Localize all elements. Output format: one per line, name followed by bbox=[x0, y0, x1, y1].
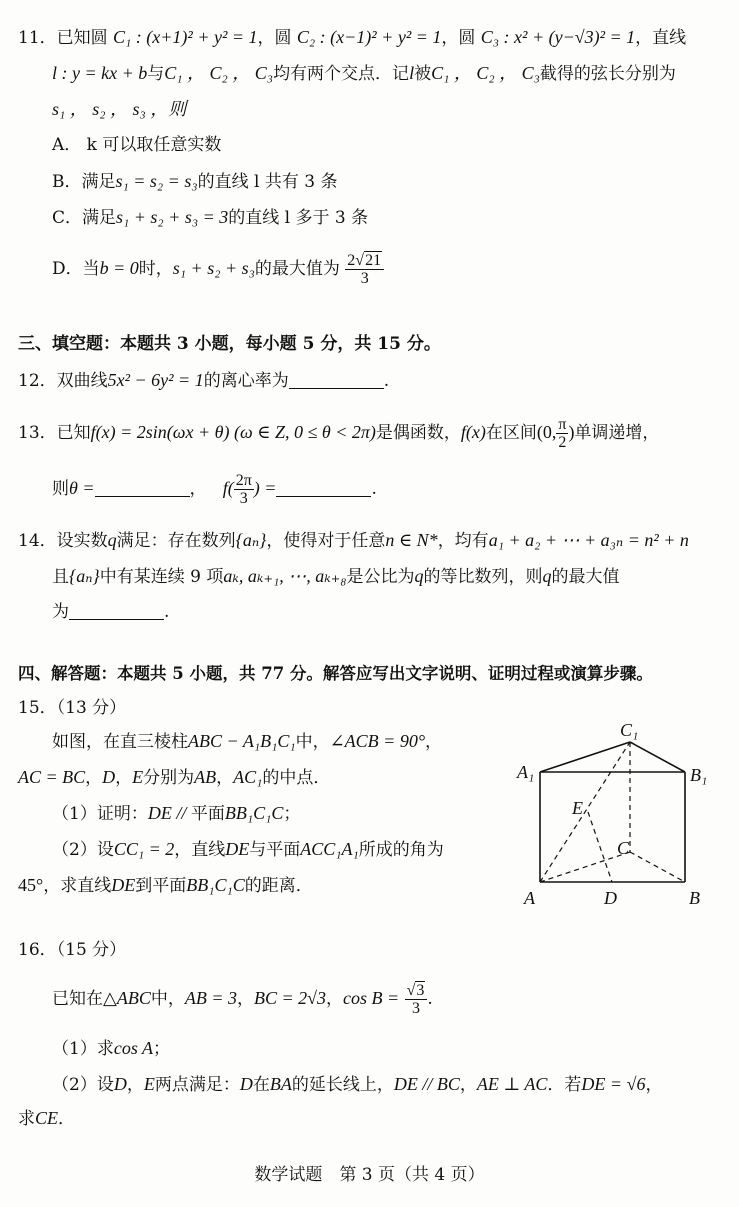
section-4-heading: 四、解答题：本题共 5 小题，共 77 分。解答应写出文字说明、证明过程或演算步骤。 bbox=[18, 664, 653, 683]
q11-circle-c1: C₁ : (x+1)² + y² = 1 bbox=[113, 27, 258, 47]
radicand: 21 bbox=[365, 252, 382, 269]
q11-line1: 11．已知圆 C₁ : (x+1)² + y² = 1，圆 C₂ : (x−1)² + y² = 1，圆 C₃ : x² + (y−√3)² = 1，直线 bbox=[18, 27, 687, 48]
q12: 12．双曲线5x² − 6y² = 1的离心率为 . bbox=[18, 370, 390, 391]
edge-c1-b1 bbox=[630, 742, 685, 772]
q16-part2-cont: 求CE． bbox=[18, 1108, 76, 1129]
q15-part2: （2）设CC₁ = 2，直线DE与平面ACC₁A₁所成的角为 bbox=[52, 839, 444, 860]
q11-circle-c3: C₃ : x² + (y−√3)² = 1 bbox=[480, 27, 636, 47]
q11-line2: l : y = kx + b与C₁ ， C₂ ， C₃均有两个交点．记l被C₁ ， C₂ ， C₃截得的弦长分别为 bbox=[52, 63, 676, 84]
label-c1: C₁ bbox=[620, 720, 639, 740]
q11-option-b: B．满足s₁ = s₂ = s₃的直线 l 共有 3 条 bbox=[52, 171, 338, 192]
q13-theta-blank[interactable] bbox=[95, 478, 190, 497]
q16-part1: （1）求cos A； bbox=[52, 1038, 170, 1059]
q15-heading: 15．（13 分） bbox=[18, 698, 127, 718]
q16-heading: 16．（15 分） bbox=[18, 940, 127, 960]
segment-d-e bbox=[588, 812, 612, 882]
label-b: B bbox=[689, 888, 700, 908]
edge-a1-c1 bbox=[540, 742, 630, 772]
q14-answer-blank[interactable] bbox=[69, 601, 164, 620]
q11-option-d-fraction: $\frac{2√21}{3}$ bbox=[345, 252, 384, 287]
label-e: E bbox=[572, 798, 583, 818]
q11-option-d: D．当b = 0时，s₁ + s₂ + s₃的最大值为 $\frac{2√21}{3}$ bbox=[52, 246, 384, 291]
radicand: 3 bbox=[416, 982, 425, 999]
q15-part2-cont: 45°，求直线DE到平面BB₁C₁C的距离． bbox=[18, 875, 313, 896]
q13-line1: 13．已知f(x) = 2sin(ωx + θ) (ω ∈ Z, 0 ≤ θ < 2π)是偶函数，f(x)在区间(0, $\frac{\pi}{2}$ )单调递增， bbox=[18, 416, 660, 451]
q15-part1: （1）证明：DE // 平面BB₁C₁C； bbox=[52, 803, 301, 824]
q15-line1: 如图，在直三棱柱ABC − A₁B₁C₁中，∠ACB = 90°， bbox=[52, 731, 443, 752]
label-a1: A₁ bbox=[517, 762, 535, 782]
q13-f-blank[interactable] bbox=[276, 478, 371, 497]
q14-line2: 且{aₙ}中有某连续 9 项aₖ, aₖ₊₁, ⋯, aₖ₊₈是公比为q的等比数列，则q的最大值 bbox=[52, 566, 620, 587]
label-d: D bbox=[604, 888, 617, 908]
q11-line3: s₁ ， s₂ ， s₃ ，则 bbox=[52, 99, 187, 119]
q14-line3: 为 . bbox=[52, 602, 170, 622]
q16-line1: 已知在△ABC中，AB = 3，BC = 2√3，cos B = $\frac{√3}{3}$ . bbox=[52, 982, 433, 1017]
q11-option-a: A． k 可以取任意实数 bbox=[52, 135, 222, 155]
q12-answer-blank[interactable] bbox=[289, 370, 384, 389]
q11-option-c: C．满足s₁ + s₂ + s₃ = 3的直线 l 多于 3 条 bbox=[52, 207, 369, 228]
page-footer: 数学试题 第 3 页（共 4 页） bbox=[254, 1165, 485, 1185]
section-3-heading: 三、填空题：本题共 3 小题，每小题 5 分，共 15 分。 bbox=[18, 334, 441, 354]
q16-part2: （2）设D，E两点满足：D在BA的延长线上，DE // BC，AE ⊥ AC．若DE = √6， bbox=[52, 1074, 663, 1095]
q15-line2: AC = BC，D，E分别为AB，AC₁的中点． bbox=[18, 767, 331, 788]
segment-a-c1 bbox=[540, 742, 630, 882]
q11-number: 11． bbox=[18, 28, 57, 48]
q11-circle-c2: C₂ : (x−1)² + y² = 1 bbox=[296, 27, 442, 47]
q13-line2: 则θ = ， f( $\frac{2\pi}{3}$ ) = . bbox=[52, 472, 377, 507]
q14-line1: 14．设实数q满足：存在数列{aₙ}，使得对于任意n ∈ N*，均有a₁ + a₂ + ⋯ + a₃ₙ = n² + n bbox=[18, 530, 689, 551]
edge-c-b bbox=[630, 852, 685, 882]
label-c: C bbox=[617, 838, 630, 858]
label-b1: B₁ bbox=[690, 765, 708, 785]
label-a: A bbox=[524, 888, 535, 908]
